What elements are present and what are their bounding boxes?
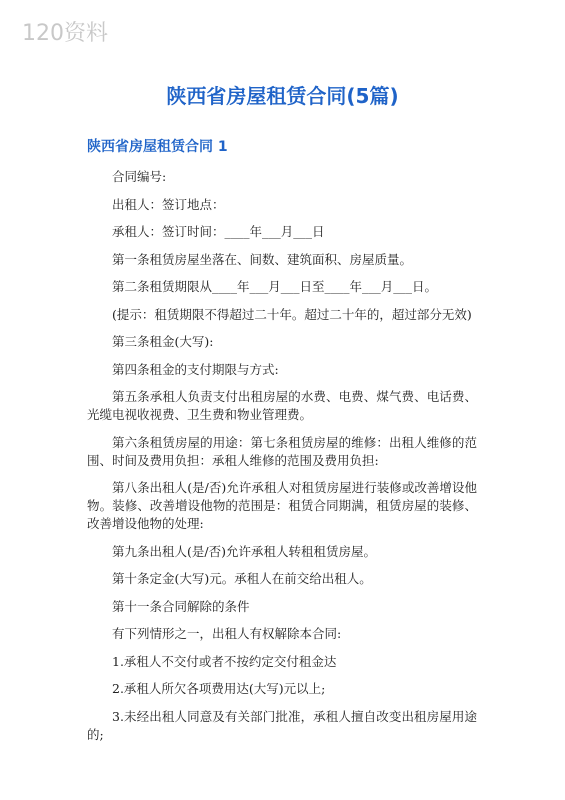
document-title: 陕西省房屋租赁合同(5篇) xyxy=(166,84,399,108)
paragraph-article-1: 第一条租赁房屋坐落在、间数、建筑面积、房屋质量。 xyxy=(112,251,413,267)
paragraph-article-5: 第五条承租人负责支付出租房屋的水费、电费、煤气费、电话费、光缆电视收视费、卫生费和物业管理费。 xyxy=(87,389,477,422)
paragraph-article-6: 第六条租赁房屋的用途：第七条租赁房屋的维修：出租人维修的范围、时间及费用负担：承租人维修的范围及费用负担: xyxy=(87,434,477,468)
paragraph-termination-intro: 有下列情形之一，出租人有权解除本合同: xyxy=(112,626,342,641)
paragraph-lessor: 出租人：签订地点： xyxy=(112,196,225,212)
paragraph-lessee: 承租人：签订时间：____年___月___日 xyxy=(112,224,325,239)
list-item-1: 1.承租人不交付或者不按约定交付租金达 xyxy=(112,653,337,669)
paragraph-article-10: 第十条定金(大写)元。承租人在前交给出租人。 xyxy=(112,571,372,586)
paragraph-article-4: 第四条租金的支付期限与方式: xyxy=(112,361,279,377)
paragraph-article-11: 第十一条合同解除的条件 xyxy=(112,598,250,614)
paragraph-article-8: 第八条出租人(是/否)允许承租人对租赁房屋进行装修或改善增设他物。装修、改善增设他物的范围是：租赁合同期满，租赁房屋的装修、改善增设他物的处理: xyxy=(87,480,477,531)
paragraph-article-2: 第二条租赁期限从____年___月___日至____年___月___日。 xyxy=(112,279,438,294)
document-body xyxy=(87,168,477,753)
list-item-3: 3.未经出租人同意及有关部门批准，承租人擅自改变出租房屋用途的; xyxy=(87,708,477,742)
paragraph-article-9: 第九条出租人(是/否)允许承租人转租租赁房屋。 xyxy=(112,543,376,559)
list-item-2: 2.承租人所欠各项费用达(大写)元以上; xyxy=(112,681,326,696)
section-title: 陕西省房屋租赁合同 1 xyxy=(87,139,228,155)
watermark: 120资料 xyxy=(22,21,108,46)
paragraph-article-3: 第三条租金(大写): xyxy=(112,334,214,349)
paragraph-contract-number: 合同编号: xyxy=(112,169,167,184)
paragraph-note: (提示：租赁期限不得超过二十年。超过二十年的，超过部分无效) xyxy=(112,306,472,322)
